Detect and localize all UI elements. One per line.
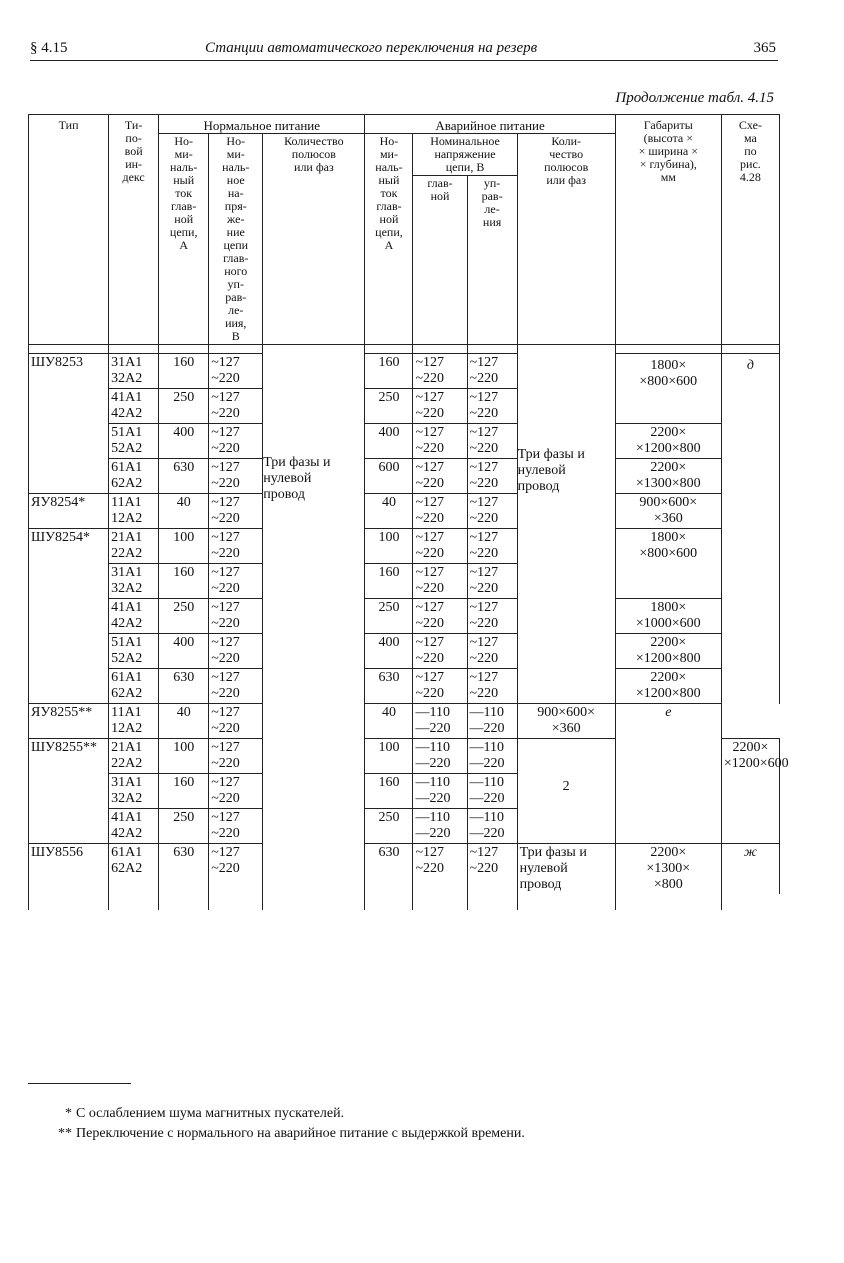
cell-em-voltage-main: ~127 ~220 <box>413 529 467 564</box>
cell-em-current: 400 <box>365 634 413 669</box>
col-index: Ти- по- вой ин- декс <box>109 115 159 345</box>
footnote-text: С ослаблением шума магнитных пускателей. <box>76 1106 345 1121</box>
cell-dims: 900×600× ×360 <box>517 704 615 739</box>
cell-em-current: 40 <box>365 494 413 529</box>
cell-em-current: 630 <box>365 844 413 895</box>
cell-normal-voltage: ~127 ~220 <box>209 389 263 424</box>
cell-normal-voltage: ~127 ~220 <box>209 354 263 389</box>
cell-em-voltage-ctrl: —110 —220 <box>467 774 517 809</box>
cell-normal-current: 250 <box>159 809 209 844</box>
cell-normal-voltage: ~127 ~220 <box>209 774 263 809</box>
cell-normal-voltage: ~127 ~220 <box>209 809 263 844</box>
cell-type <box>29 669 109 704</box>
cell-em-voltage-main: ~127 ~220 <box>413 844 467 895</box>
cell-normal-current: 160 <box>159 564 209 599</box>
cell-em-current: 160 <box>365 354 413 389</box>
col-group-normal: Нормальное питание <box>159 115 365 134</box>
cell-index: 51А1 52А2 <box>109 424 159 459</box>
cell-em-current: 160 <box>365 774 413 809</box>
cell-em-voltage-main: ~127 ~220 <box>413 669 467 704</box>
cell-normal-current: 630 <box>159 669 209 704</box>
cell-em-current: 250 <box>365 389 413 424</box>
cell-em-voltage-ctrl: ~127 ~220 <box>467 844 517 895</box>
col-em-voltage-main: глав- ной <box>413 176 467 345</box>
cell-type <box>29 599 109 634</box>
cell-dims: 1800× ×800×600 <box>615 529 721 599</box>
cell-em-current: 100 <box>365 739 413 774</box>
cell-index: 41А1 42А2 <box>109 809 159 844</box>
table-filler-cell <box>29 894 109 910</box>
page-number: 365 <box>753 40 776 56</box>
cell-normal-current: 400 <box>159 634 209 669</box>
cell-em-current: 630 <box>365 669 413 704</box>
cell-dims: 2200× ×1200×800 <box>615 669 721 704</box>
col-em-voltage-ctrl: уп- рав- ле- ния <box>467 176 517 345</box>
table-filler-cell <box>467 894 517 910</box>
cell-index: 61А1 62А2 <box>109 459 159 494</box>
cell-index: 11А1 12А2 <box>109 704 159 739</box>
cell-em-voltage-main: —110 —220 <box>413 704 467 739</box>
cell-em-voltage-main: ~127 ~220 <box>413 599 467 634</box>
table-row <box>29 844 780 895</box>
table-filler-cell <box>365 894 413 910</box>
cell-normal-current: 40 <box>159 494 209 529</box>
cell-index: 31А1 32А2 <box>109 354 159 389</box>
cell-em-voltage-ctrl: ~127 ~220 <box>467 669 517 704</box>
cell-dims: 2200× ×1300×800 <box>615 459 721 494</box>
cell-em-voltage-main: —110 —220 <box>413 774 467 809</box>
cell-em-current: 100 <box>365 529 413 564</box>
table-row <box>29 424 780 459</box>
cell-em-current: 160 <box>365 564 413 599</box>
cell-index: 51А1 52А2 <box>109 634 159 669</box>
table-row <box>29 704 780 739</box>
footnote-mark: ** <box>58 1126 72 1141</box>
cell-type: ШУ8556 <box>29 844 109 895</box>
cell-normal-voltage: ~127 ~220 <box>209 844 263 895</box>
cell-normal-voltage: ~127 ~220 <box>209 494 263 529</box>
cell-em-current: 40 <box>365 704 413 739</box>
cell-em-current: 250 <box>365 809 413 844</box>
cell-normal-voltage: ~127 ~220 <box>209 739 263 774</box>
cell-dims: 2200× ×1200×800 <box>615 424 721 459</box>
cell-normal-voltage: ~127 ~220 <box>209 599 263 634</box>
cell-em-current: 250 <box>365 599 413 634</box>
cell-em-voltage-ctrl: ~127 ~220 <box>467 564 517 599</box>
col-normal-poles: Количество полюсов или фаз <box>263 134 365 345</box>
cell-normal-current: 250 <box>159 599 209 634</box>
cell-index: 61А1 62А2 <box>109 669 159 704</box>
cell-normal-current: 160 <box>159 774 209 809</box>
table-row <box>29 494 780 529</box>
cell-type <box>29 564 109 599</box>
cell-em-voltage-ctrl: —110 —220 <box>467 704 517 739</box>
cell-index: 11А1 12А2 <box>109 494 159 529</box>
cell-em-current: 600 <box>365 459 413 494</box>
cell-em-voltage-ctrl: —110 —220 <box>467 809 517 844</box>
cell-em-voltage-main: ~127 ~220 <box>413 354 467 389</box>
col-em-voltage: Номинальное напряжение цепи, В <box>413 134 517 176</box>
cell-normal-current: 40 <box>159 704 209 739</box>
cell-em-voltage-ctrl: ~127 ~220 <box>467 634 517 669</box>
col-em-current: Но- ми- наль- ный ток глав- ной цепи, А <box>365 134 413 345</box>
cell-type <box>29 634 109 669</box>
cell-normal-voltage: ~127 ~220 <box>209 704 263 739</box>
cell-type: ЯУ8255** <box>29 704 109 739</box>
cell-dims: 2200× ×1300× ×800 <box>615 844 721 895</box>
cell-normal-current: 100 <box>159 529 209 564</box>
cell-type <box>29 424 109 459</box>
cell-index: 61А1 62А2 <box>109 844 159 895</box>
cell-normal-current: 160 <box>159 354 209 389</box>
table-row <box>29 354 780 389</box>
cell-em-current: 400 <box>365 424 413 459</box>
col-em-poles: Коли- чество полюсов или фаз <box>517 134 615 345</box>
cell-em-voltage-main: —110 —220 <box>413 739 467 774</box>
cell-index: 21А1 22А2 <box>109 739 159 774</box>
cell-em-voltage-main: —110 —220 <box>413 809 467 844</box>
table-filler-cell <box>517 894 615 910</box>
cell-type: ЯУ8254* <box>29 494 109 529</box>
cell-em-voltage-ctrl: ~127 ~220 <box>467 599 517 634</box>
footnote-1 <box>28 1106 344 1122</box>
cell-em-voltage-main: ~127 ~220 <box>413 424 467 459</box>
cell-em-voltage-main: ~127 ~220 <box>413 389 467 424</box>
cell-normal-voltage: ~127 ~220 <box>209 424 263 459</box>
cell-dims: 2200× ×1200×600 <box>721 739 779 844</box>
em-poles-cell-2: 2 <box>517 739 615 844</box>
normal-poles-cell: Три фазы и нулевой провод <box>263 345 365 895</box>
cell-normal-current: 100 <box>159 739 209 774</box>
cell-type: ШУ8255** <box>29 739 109 774</box>
cell-dims: 900×600× ×360 <box>615 494 721 529</box>
cell-normal-voltage: ~127 ~220 <box>209 529 263 564</box>
cell-type <box>29 389 109 424</box>
footnote-separator <box>28 1083 131 1084</box>
cell-normal-voltage: ~127 ~220 <box>209 564 263 599</box>
cell-normal-voltage: ~127 ~220 <box>209 459 263 494</box>
col-scheme: Схе- ма по рис. 4.28 <box>721 115 779 345</box>
col-normal-voltage: Но- ми- наль- ное на- пря- же- ние цепи глав- ного уп- рав- ле- иия, В <box>209 134 263 345</box>
cell-dims: 1800× ×1000×600 <box>615 599 721 634</box>
cell-type <box>29 459 109 494</box>
table-row <box>29 459 780 494</box>
table-row <box>29 669 780 704</box>
cell-em-voltage-ctrl: ~127 ~220 <box>467 459 517 494</box>
col-dims: Габариты (высота × × ширина × × глубина), мм <box>615 115 721 345</box>
table-body <box>29 345 789 911</box>
table-row <box>29 599 780 634</box>
table-filler-cell <box>109 894 159 910</box>
table-row <box>29 529 780 564</box>
table-continuation-label: Продолжение табл. 4.15 <box>615 90 774 106</box>
cell-type: ШУ8254* <box>29 529 109 564</box>
cell-em-voltage-main: ~127 ~220 <box>413 564 467 599</box>
cell-em-voltage-main: ~127 ~220 <box>413 494 467 529</box>
running-header <box>30 38 778 61</box>
col-normal-current: Но- ми- наль- ный ток глав- ной цепи, А <box>159 134 209 345</box>
cell-em-voltage-main: ~127 ~220 <box>413 459 467 494</box>
table-filler-cell <box>159 894 209 910</box>
cell-em-voltage-ctrl: ~127 ~220 <box>467 529 517 564</box>
cell-scheme: е <box>615 704 721 844</box>
cell-dims: 2200× ×1200×800 <box>615 634 721 669</box>
cell-normal-current: 630 <box>159 844 209 895</box>
cell-normal-voltage: ~127 ~220 <box>209 634 263 669</box>
cell-em-voltage-ctrl: ~127 ~220 <box>467 389 517 424</box>
cell-index: 41А1 42А2 <box>109 389 159 424</box>
em-poles-cell-1: Три фазы и нулевой провод <box>517 345 615 704</box>
cell-type: ШУ8253 <box>29 354 109 389</box>
table-filler-cell <box>615 894 721 910</box>
table-row <box>29 634 780 669</box>
em-poles-cell-3: Три фазы и нулевой провод <box>517 844 615 895</box>
table-filler-cell <box>413 894 467 910</box>
cell-normal-voltage: ~127 ~220 <box>209 669 263 704</box>
table-filler-cell <box>263 894 365 910</box>
section-number: § 4.15 <box>30 40 68 56</box>
cell-normal-current: 630 <box>159 459 209 494</box>
footnote-mark: * <box>65 1106 72 1121</box>
cell-em-voltage-ctrl: ~127 ~220 <box>467 424 517 459</box>
cell-scheme: д <box>721 354 779 704</box>
running-title: Станции автоматического переключения на резерв <box>205 40 538 56</box>
table-head <box>29 115 780 345</box>
cell-em-voltage-main: ~127 ~220 <box>413 634 467 669</box>
col-type: Тип <box>29 115 109 345</box>
cell-dims: 1800× ×800×600 <box>615 354 721 424</box>
col-group-emergency: Аварийное питание <box>365 115 615 134</box>
cell-type <box>29 774 109 809</box>
cell-em-voltage-ctrl: ~127 ~220 <box>467 494 517 529</box>
table-row <box>29 894 780 910</box>
cell-em-voltage-ctrl: —110 —220 <box>467 739 517 774</box>
cell-type <box>29 809 109 844</box>
ats-table <box>28 114 789 910</box>
footnote-2 <box>28 1126 525 1142</box>
cell-index: 21А1 22А2 <box>109 529 159 564</box>
footnote-text: Переключение с нормального на аварийное питание с выдержкой времени. <box>76 1126 525 1141</box>
cell-index: 31А1 32А2 <box>109 774 159 809</box>
cell-scheme: ж <box>721 844 779 895</box>
cell-normal-current: 250 <box>159 389 209 424</box>
cell-normal-current: 400 <box>159 424 209 459</box>
cell-index: 31А1 32А2 <box>109 564 159 599</box>
cell-index: 41А1 42А2 <box>109 599 159 634</box>
cell-em-voltage-ctrl: ~127 ~220 <box>467 354 517 389</box>
table-filler-cell <box>209 894 263 910</box>
